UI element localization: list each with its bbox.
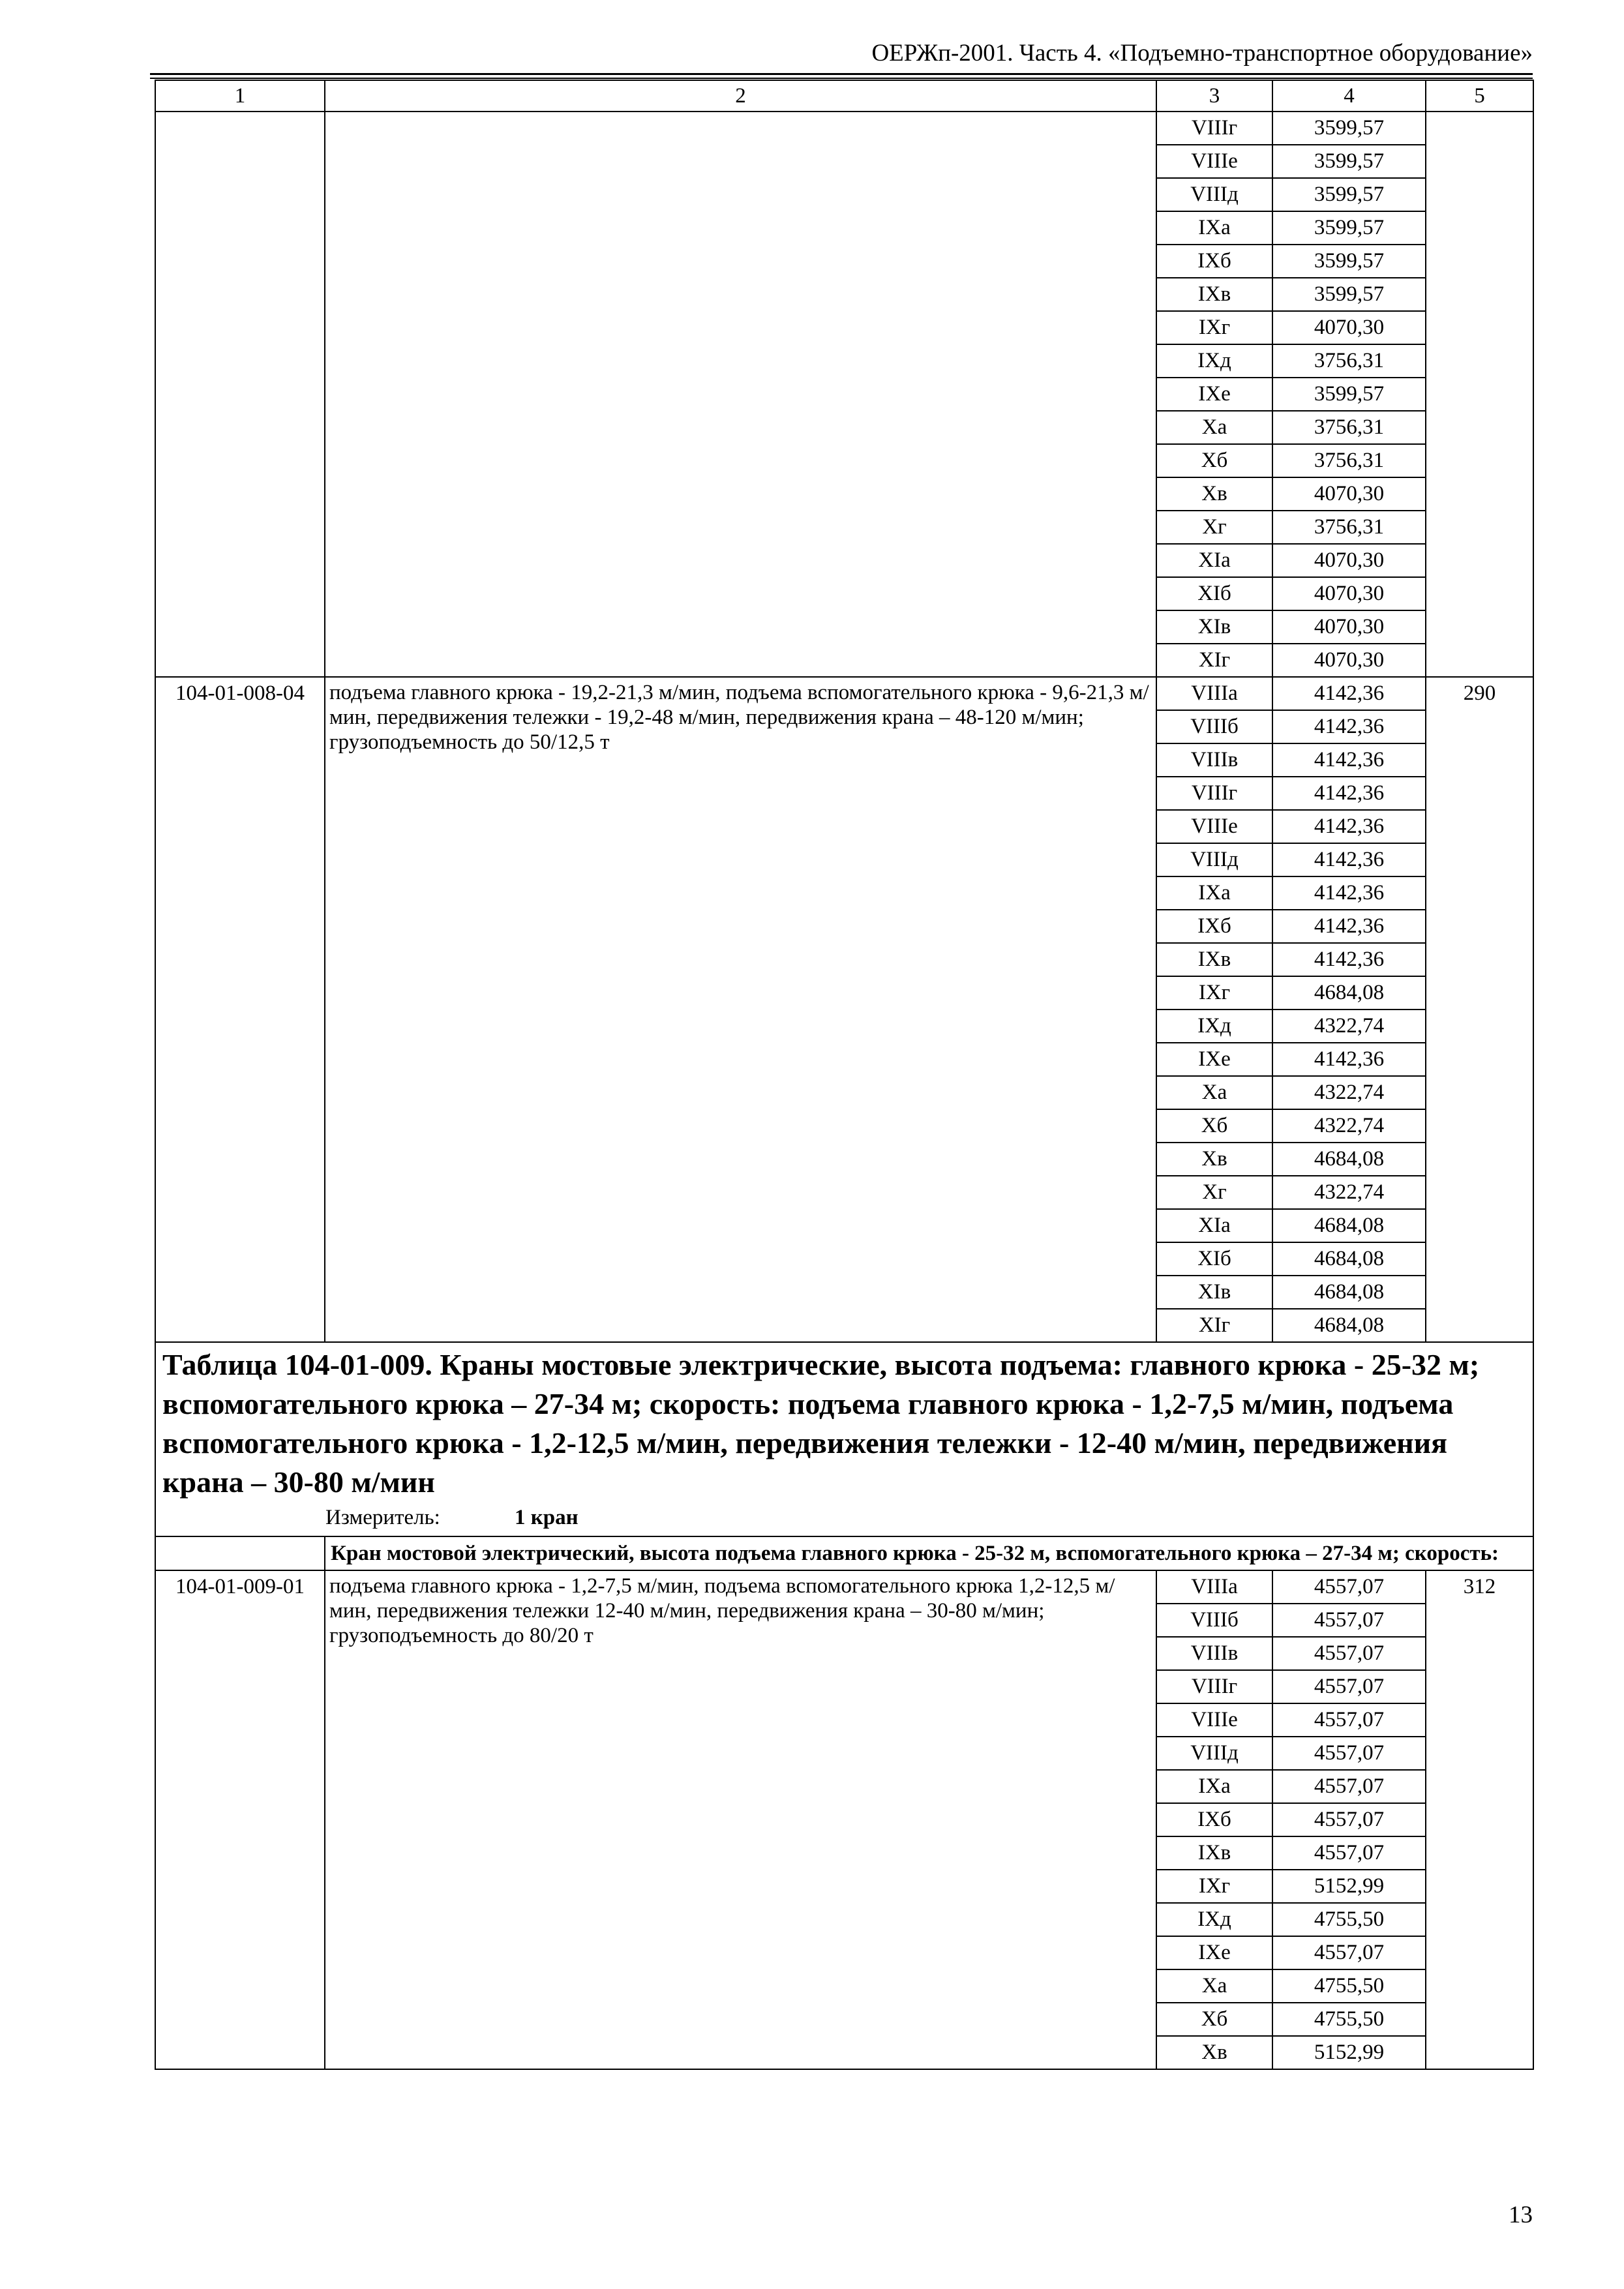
section-code-cell — [155, 1536, 325, 1570]
zone-class: IXб — [1156, 1803, 1272, 1836]
column-number: 4 — [1272, 80, 1426, 112]
price-value: 3756,31 — [1272, 344, 1426, 378]
price-table — [155, 80, 1534, 2070]
section-title-row — [155, 1536, 1533, 1570]
zone-class: VIIIд — [1156, 843, 1272, 876]
zone-class: VIIIд — [1156, 178, 1272, 211]
price-value: 4557,07 — [1272, 1836, 1426, 1870]
zone-class: VIIIе — [1156, 810, 1272, 843]
rate-code — [155, 112, 325, 677]
zone-class: VIIIг — [1156, 777, 1272, 810]
column-number-row — [155, 80, 1533, 112]
measure-value: 1 кран — [515, 1506, 579, 1529]
zone-class: VIIIе — [1156, 145, 1272, 178]
zone-class: VIIIг — [1156, 1670, 1272, 1703]
column-number: 2 — [325, 80, 1156, 112]
rate-description: подъема главного крюка - 1,2-7,5 м/мин, подъема вспомогательного крюка 1,2-12,5 м/мин, передвижения тележки 12-40 м/мин, передвижения крана – 30-80 м/мин; грузоподъемность до 80/20 т — [325, 1570, 1156, 2069]
zone-class: Xг — [1156, 1176, 1272, 1209]
price-value: 4755,50 — [1272, 1969, 1426, 2003]
header-rule-thin — [150, 78, 1533, 79]
price-value: 4322,74 — [1272, 1176, 1426, 1209]
zone-class: Xб — [1156, 444, 1272, 477]
zone-class: IXб — [1156, 910, 1272, 943]
zone-class: Xа — [1156, 1969, 1272, 2003]
price-value: 4070,30 — [1272, 544, 1426, 577]
zone-class: Xв — [1156, 2036, 1272, 2069]
table-title: Таблица 104-01-009. Краны мостовые электрические, высота подъема: главного крюка - 25-32 м; вспомогательного крюка – 27-34 м; скорость: подъема главного крюка - 1,2-7,5 м/мин, подъема вспомогательного крюка - 1,2-12,5 м/мин, передвижения тележки - 12-40 м/мин, передвижения крана – 30-80 м/мин — [162, 1348, 1480, 1499]
price-value: 3599,57 — [1272, 278, 1426, 311]
measure-label: Измеритель: — [325, 1506, 440, 1529]
price-value: 4142,36 — [1272, 843, 1426, 876]
price-value: 4322,74 — [1272, 1076, 1426, 1109]
zone-class: IXг — [1156, 976, 1272, 1010]
rate-description — [325, 112, 1156, 677]
zone-class: IXд — [1156, 1903, 1272, 1936]
price-value: 4557,07 — [1272, 1637, 1426, 1670]
price-value: 3599,57 — [1272, 178, 1426, 211]
price-value: 3756,31 — [1272, 444, 1426, 477]
zone-class: Xа — [1156, 1076, 1272, 1109]
zone-class: IXг — [1156, 311, 1272, 344]
price-value: 4142,36 — [1272, 677, 1426, 710]
zone-class: IXе — [1156, 378, 1272, 411]
zone-class: Xб — [1156, 1109, 1272, 1143]
zone-class: IXв — [1156, 1836, 1272, 1870]
price-value: 4070,30 — [1272, 644, 1426, 677]
zone-class: IXд — [1156, 1010, 1272, 1043]
measure-line — [162, 1503, 1526, 1532]
zone-class: XIб — [1156, 1242, 1272, 1276]
price-value: 4070,30 — [1272, 477, 1426, 511]
price-value: 3756,31 — [1272, 411, 1426, 444]
zone-class: XIг — [1156, 1309, 1272, 1342]
price-value: 3599,57 — [1272, 245, 1426, 278]
price-value: 4070,30 — [1272, 577, 1426, 610]
labor-cost — [1426, 112, 1533, 677]
zone-class: IXа — [1156, 211, 1272, 245]
zone-class: IXв — [1156, 943, 1272, 976]
running-header: ОЕРЖп-2001. Часть 4. «Подъемно-транспортное оборудование» — [871, 40, 1533, 67]
table-heading-cell — [155, 1342, 1533, 1536]
price-value: 5152,99 — [1272, 2036, 1426, 2069]
price-value: 4557,07 — [1272, 1737, 1426, 1770]
price-value: 4322,74 — [1272, 1109, 1426, 1143]
zone-class: VIIIа — [1156, 677, 1272, 710]
column-number: 3 — [1156, 80, 1272, 112]
column-number: 5 — [1426, 80, 1533, 112]
price-value: 4142,36 — [1272, 910, 1426, 943]
zone-class: VIIIб — [1156, 1604, 1272, 1637]
zone-class: Xв — [1156, 477, 1272, 511]
zone-class: IXг — [1156, 1870, 1272, 1903]
table-row — [155, 677, 1533, 710]
zone-class: VIIIа — [1156, 1570, 1272, 1604]
price-value: 3599,57 — [1272, 211, 1426, 245]
zone-class: Xв — [1156, 1143, 1272, 1176]
table-row — [155, 112, 1533, 145]
zone-class: IXа — [1156, 1770, 1272, 1803]
price-value: 4142,36 — [1272, 777, 1426, 810]
price-value: 4684,08 — [1272, 1309, 1426, 1342]
zone-class: VIIIг — [1156, 112, 1272, 145]
price-value: 4142,36 — [1272, 810, 1426, 843]
zone-class: XIа — [1156, 544, 1272, 577]
price-value: 4557,07 — [1272, 1936, 1426, 1969]
price-value: 4142,36 — [1272, 943, 1426, 976]
rate-description: подъема главного крюка - 19,2-21,3 м/мин, подъема вспомогательного крюка - 9,6-21,3 м/мин, передвижения тележки - 19,2-48 м/мин, передвижения крана – 48-120 м/мин; грузоподъемность до 50/12,5 т — [325, 677, 1156, 1342]
zone-class: VIIIв — [1156, 743, 1272, 777]
labor-cost: 290 — [1426, 677, 1533, 1342]
zone-class: IXб — [1156, 245, 1272, 278]
zone-class: XIв — [1156, 610, 1272, 644]
zone-class: IXе — [1156, 1936, 1272, 1969]
price-value: 4557,07 — [1272, 1803, 1426, 1836]
zone-class: VIIIе — [1156, 1703, 1272, 1737]
price-value: 4684,08 — [1272, 1276, 1426, 1309]
price-value: 4142,36 — [1272, 743, 1426, 777]
price-value: 4070,30 — [1272, 311, 1426, 344]
price-value: 4684,08 — [1272, 1143, 1426, 1176]
price-value: 4142,36 — [1272, 1043, 1426, 1076]
zone-class: IXа — [1156, 876, 1272, 910]
page-number: 13 — [1509, 2202, 1533, 2228]
labor-cost: 312 — [1426, 1570, 1533, 2069]
column-number: 1 — [155, 80, 325, 112]
price-value: 4142,36 — [1272, 710, 1426, 743]
rate-code: 104-01-009-01 — [155, 1570, 325, 2069]
price-value: 4557,07 — [1272, 1570, 1426, 1604]
price-value: 4557,07 — [1272, 1770, 1426, 1803]
zone-class: XIв — [1156, 1276, 1272, 1309]
price-value: 4684,08 — [1272, 976, 1426, 1010]
table-row — [155, 1570, 1533, 1604]
price-value: 3599,57 — [1272, 378, 1426, 411]
price-value: 4684,08 — [1272, 1209, 1426, 1242]
price-value: 4070,30 — [1272, 610, 1426, 644]
price-value: 4557,07 — [1272, 1703, 1426, 1737]
price-value: 4142,36 — [1272, 876, 1426, 910]
zone-class: Xа — [1156, 411, 1272, 444]
zone-class: IXд — [1156, 344, 1272, 378]
price-value: 3756,31 — [1272, 511, 1426, 544]
price-value: 4557,07 — [1272, 1604, 1426, 1637]
price-value: 4755,50 — [1272, 2003, 1426, 2036]
zone-class: VIIIб — [1156, 710, 1272, 743]
price-value: 4322,74 — [1272, 1010, 1426, 1043]
price-value: 4755,50 — [1272, 1903, 1426, 1936]
price-value: 4557,07 — [1272, 1670, 1426, 1703]
price-value: 5152,99 — [1272, 1870, 1426, 1903]
section-title: Кран мостовой электрический, высота подъема главного крюка - 25-32 м, вспомогательного крюка – 27-34 м; скорость: — [325, 1536, 1533, 1570]
zone-class: XIб — [1156, 577, 1272, 610]
zone-class: VIIIд — [1156, 1737, 1272, 1770]
zone-class: XIг — [1156, 644, 1272, 677]
zone-class: VIIIв — [1156, 1637, 1272, 1670]
price-value: 3599,57 — [1272, 112, 1426, 145]
zone-class: Xб — [1156, 2003, 1272, 2036]
zone-class: IXв — [1156, 278, 1272, 311]
header-rule — [150, 73, 1533, 75]
zone-class: IXе — [1156, 1043, 1272, 1076]
table-heading-row — [155, 1342, 1533, 1536]
price-value: 3599,57 — [1272, 145, 1426, 178]
zone-class: Xг — [1156, 511, 1272, 544]
zone-class: XIа — [1156, 1209, 1272, 1242]
price-value: 4684,08 — [1272, 1242, 1426, 1276]
rate-code: 104-01-008-04 — [155, 677, 325, 1342]
